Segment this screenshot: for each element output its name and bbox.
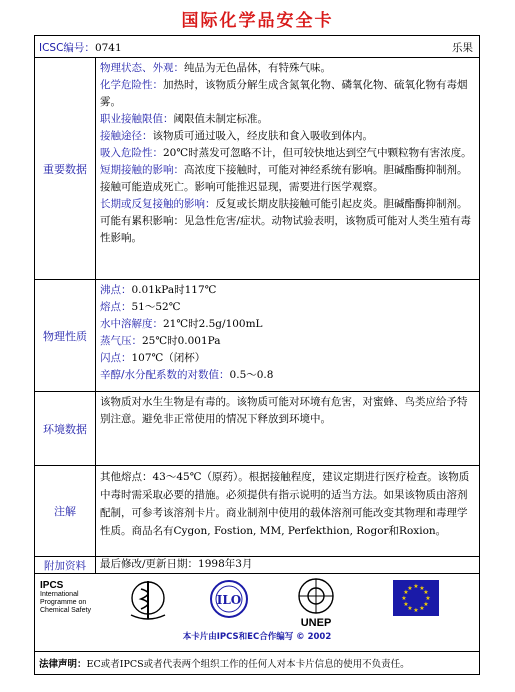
physical-value: 25℃时0.001Pa: [142, 335, 221, 347]
icsc-label: ICSC编号：: [39, 42, 95, 54]
physical-key: 水中溶解度：: [100, 318, 163, 330]
svg-text:★: ★: [403, 601, 409, 608]
physical-key: 熔点：: [100, 301, 132, 313]
important-value: 加热时，该物质分解生成含氮氧化物、磷氧化物、硫氧化物有毒烟雾。: [100, 79, 468, 108]
icsc-number: 0741: [94, 42, 122, 54]
svg-text:★: ★: [423, 589, 429, 596]
legal-statement: 法律声明：EC或者IPCS或者代表两个组织工作的任何人对本卡片信息的使用不负责任。: [39, 659, 410, 670]
svg-text:★: ★: [407, 585, 413, 592]
environment-text: 该物质对水生生物是有毒的。该物质可能对环境有危害，对蜜蜂、鸟类应给予特别注意。避免非正常使用的情况下释放到环境中。: [100, 396, 468, 425]
header-row: [35, 36, 479, 58]
important-key: 长期或反复接触的影响：: [100, 198, 216, 210]
unep-emblem-icon: [293, 576, 339, 628]
important-key: 接触途径：: [100, 130, 153, 142]
credit-text: 本卡片由IPCS和EC合作编写 © 2002: [182, 632, 332, 642]
physical-item: [100, 282, 475, 299]
svg-text:★: ★: [413, 583, 419, 590]
logos-row: [35, 574, 479, 652]
important-item: [100, 111, 475, 128]
chemical-name: 乐果: [452, 42, 473, 54]
physical-key: 辛醇/水分配系数的对数值：: [100, 369, 230, 381]
card-title: 国际化学品安全卡: [181, 11, 334, 31]
important-key: 职业接触限值：: [100, 113, 174, 125]
physical-value: 0.01kPa时117℃: [131, 284, 217, 296]
section-label: 物理性质: [35, 280, 96, 391]
svg-text:★: ★: [401, 595, 407, 602]
important-key: 物理状态、外观：: [100, 62, 184, 74]
physical-key: 蒸气压：: [100, 335, 142, 347]
who-emblem-icon: [127, 577, 169, 623]
svg-text:★: ★: [419, 605, 425, 612]
safety-card: [34, 35, 480, 675]
important-item: [100, 128, 475, 145]
svg-text:★: ★: [407, 605, 413, 612]
physical-item: [100, 299, 475, 316]
section-label: 环境数据: [35, 392, 96, 465]
extra-text: 最后修改/更新日期：1998年3月: [100, 558, 253, 570]
physical-key: 闪点：: [100, 352, 132, 364]
ipcs-logo: IPCS International Programme on Chemical Safety: [40, 580, 91, 614]
svg-text:★: ★: [413, 607, 419, 614]
section-label: 注解: [35, 466, 96, 556]
physical-value: 0.5～0.8: [229, 369, 274, 381]
environment-section: [35, 392, 479, 466]
physical-key: 沸点：: [100, 284, 132, 296]
notes-section: [35, 466, 479, 557]
important-value: 反复或长期皮肤接触可能引起皮炎。胆碱酯酶抑制剂。可能有累积影响：见急性危害/症状。动物试验表明，该物质可能对人类生殖有毒性影响。: [100, 198, 472, 244]
svg-text:★: ★: [419, 585, 425, 592]
notes-text: 其他熔点：43～45℃（原药）。根据接触程度，建议定期进行医疗检查。该物质中毒时需采取必要的措施。必须提供有指示说明的适当方法。如果该物质由溶剂配制，可参考该溶剂卡片。商业制剂中使用的载体溶剂可能改变其物理和毒理学性质。商品名有Cygon, Fostion, MM, Perfekthion, Rogor和Roxion。: [100, 471, 470, 537]
important-item: [100, 145, 475, 162]
important-key: 化学危险性：: [100, 79, 163, 91]
important-value: 20℃时蒸发可忽略不计，但可较快地达到空气中颗粒物有害浓度。: [163, 147, 472, 159]
important-data-section: [35, 58, 479, 280]
physical-value: 21℃时2.5g/100mL: [163, 318, 263, 330]
important-value: 纯品为无色晶体，有特殊气味。: [184, 62, 331, 74]
important-data-content: [96, 58, 479, 279]
important-item: [100, 162, 475, 196]
important-value: 高浓度下接触时，可能对神经系统有影响。胆碱酯酶抑制剂。接触可能造成死亡。影响可能推迟显现，需要进行医学观察。: [100, 164, 468, 193]
section-label: 重要数据: [35, 58, 96, 279]
physical-value: 107℃（闭杯）: [131, 352, 206, 364]
physical-item: [100, 333, 475, 350]
important-key: 吸入危险性：: [100, 147, 163, 159]
unep-text: UNEP: [300, 617, 332, 628]
important-value: 该物质可通过吸入，经皮肤和食入吸收到体内。: [152, 130, 373, 142]
ilo-text: ILO: [216, 593, 242, 607]
section-label: 附加资料: [35, 557, 96, 573]
physical-section: [35, 280, 479, 392]
ilo-emblem-icon: [207, 577, 251, 623]
physical-item: [100, 367, 475, 384]
physical-value: 51～52℃: [131, 301, 181, 313]
important-item: [100, 60, 475, 77]
extra-section: [35, 557, 479, 574]
important-key: 短期接触的影响：: [100, 164, 184, 176]
eu-flag-icon: [393, 580, 439, 616]
svg-text:★: ★: [423, 601, 429, 608]
physical-item: [100, 350, 475, 367]
physical-item: [100, 316, 475, 333]
important-item: [100, 196, 475, 247]
svg-text:★: ★: [425, 595, 431, 602]
physical-content: [96, 280, 479, 391]
svg-text:★: ★: [403, 589, 409, 596]
important-value: 阈限值未制定标准。: [173, 113, 268, 125]
important-item: [100, 77, 475, 111]
